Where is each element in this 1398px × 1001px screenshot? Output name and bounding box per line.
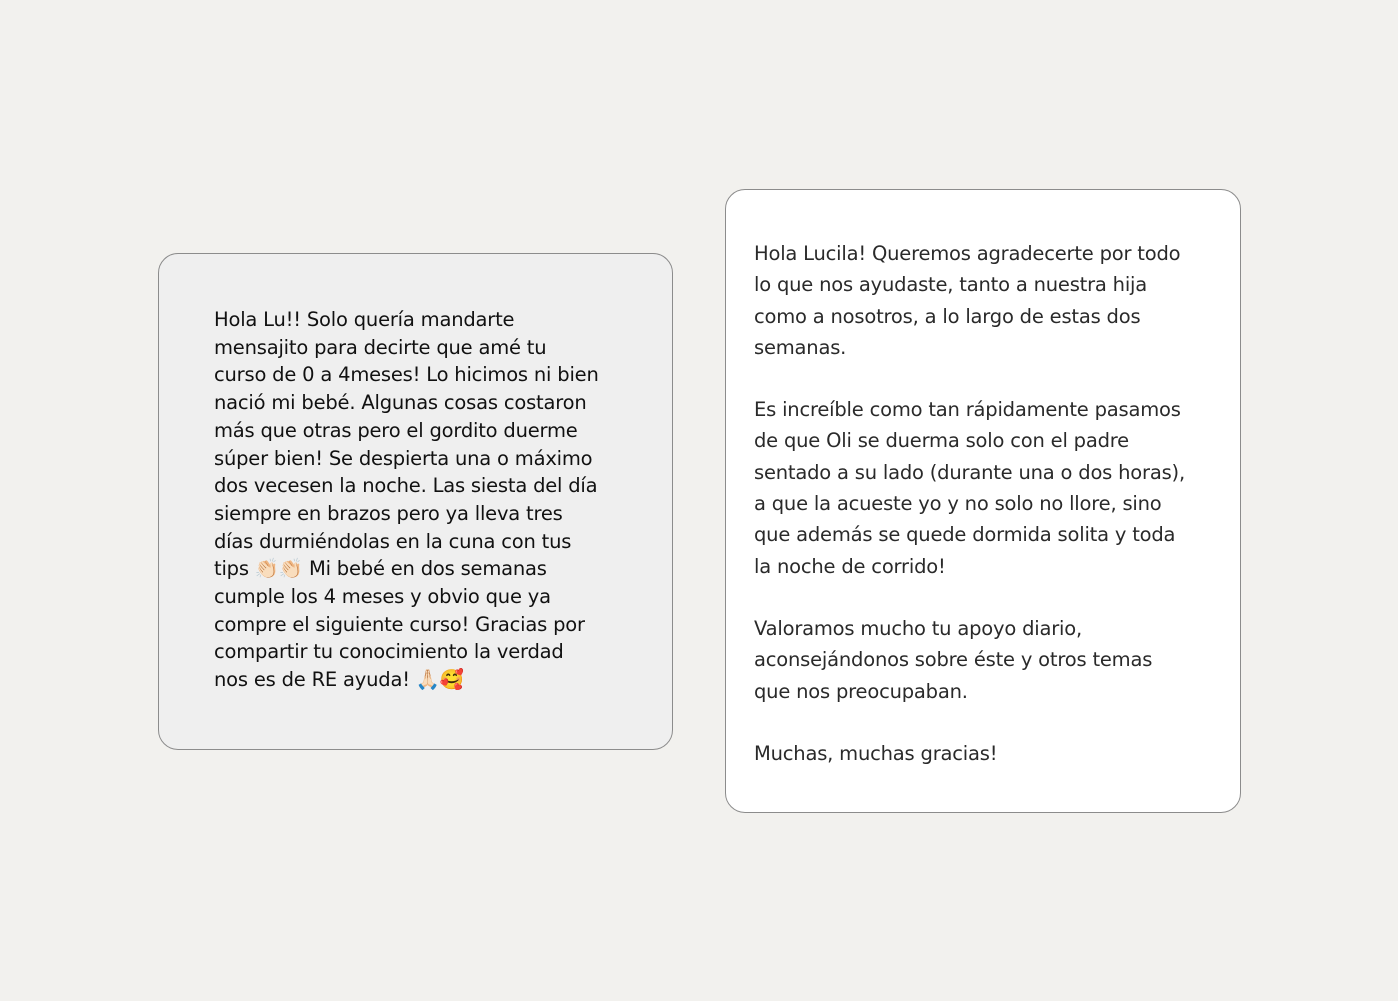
testimonial-paragraph-2: Es increíble como tan rápidamente pasamos de que Oli se duerma solo con el padre sentado a su lado (durante una o dos horas), a que la acueste yo y no solo no llore, sino que además se quede dormida solita y toda la noche de corrido! (754, 398, 1185, 578)
testimonial-message-left: Hola Lu!! Solo quería mandarte mensajito para decirte que amé tu curso de 0 a 4meses! Lo hicimos ni bien nació mi bebé. Algunas cosas costaron más que otras pero el gordito duerme súper bien! Se despierta una o máximo dos vecesen la noche. Las siesta del día siempre en brazos pero ya lleva tres días durmiéndolas en la cuna con tus tips 👏🏻👏🏻 Mi bebé en dos semanas cumple los 4 meses y obvio que ya compre el siguiente curso! Gracias por compartir tu conocimiento la verdad nos es de RE ayuda! 🙏🏻🥰 (214, 308, 599, 692)
testimonial-paragraph-1: Hola Lucila! Queremos agradecerte por todo lo que nos ayudaste, tanto a nuestra hija como a nosotros, a lo largo de estas dos semanas. (754, 242, 1181, 359)
testimonial-card-left (158, 253, 673, 750)
testimonial-paragraph-3: Valoramos mucho tu apoyo diario, aconsejándonos sobre éste y otros temas que nos preocupaban. (754, 616, 1153, 703)
testimonial-paragraph-4: Muchas, muchas gracias! (754, 741, 998, 765)
testimonial-card-right (725, 189, 1241, 813)
